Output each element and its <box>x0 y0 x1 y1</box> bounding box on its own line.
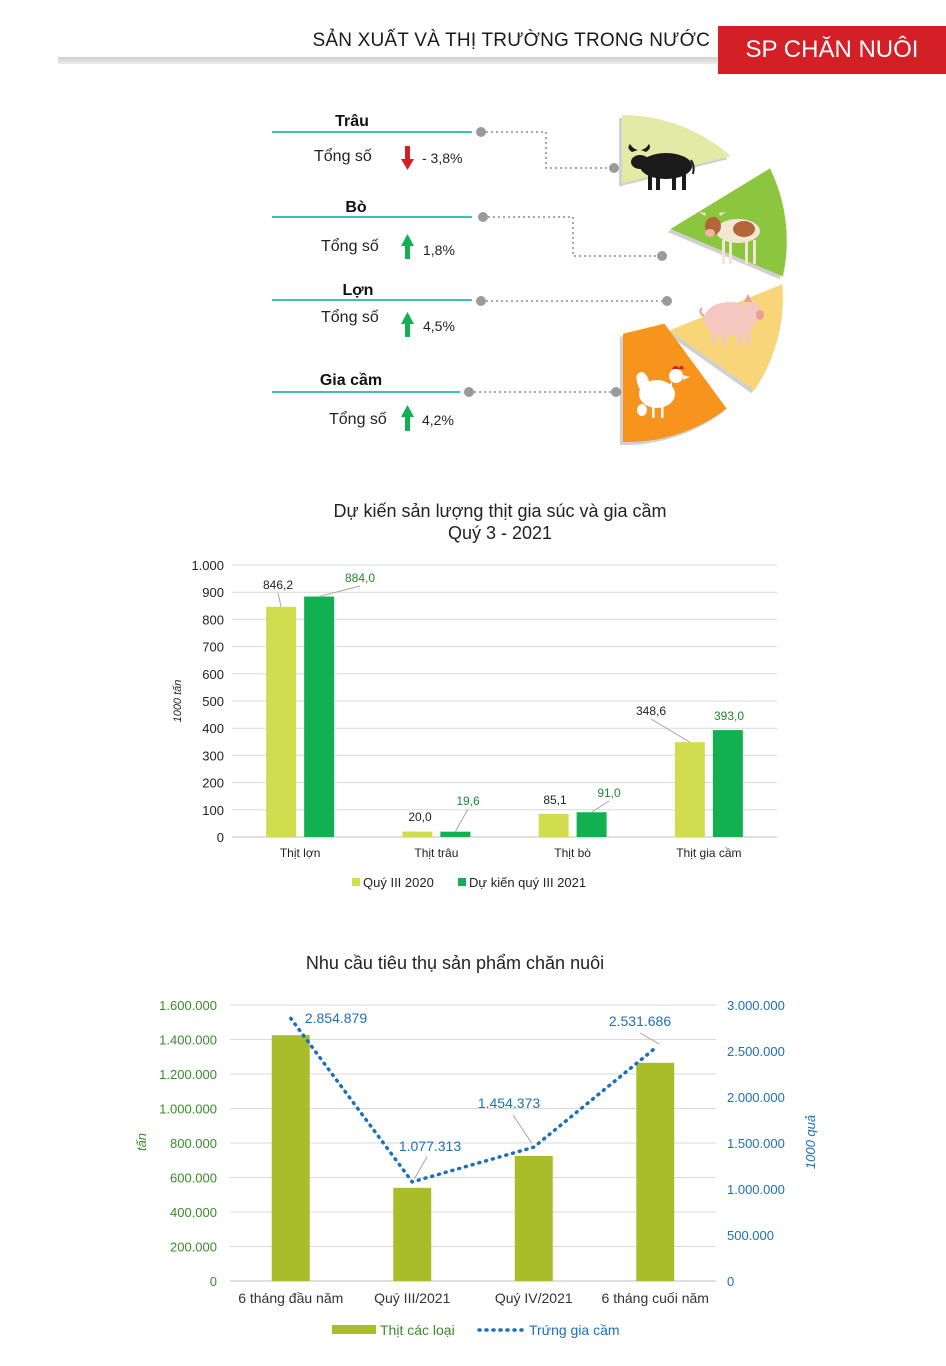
y-tick-label: 200.000 <box>170 1239 217 1255</box>
bo-connector <box>483 217 662 256</box>
x-tick-label: Quý III/2021 <box>374 1290 451 1306</box>
bar-q3-2021-forecast <box>440 832 470 837</box>
category-tag: SP CHĂN NUÔI <box>718 26 946 74</box>
x-tick-label: 6 tháng đầu năm <box>238 1290 344 1306</box>
data-label-leader <box>414 1157 427 1179</box>
data-label: 846,2 <box>262 578 294 592</box>
bo-label: Tổng số <box>321 238 379 255</box>
trau-down-arrow-icon <box>401 146 414 170</box>
lon-label: Tổng số <box>321 309 379 326</box>
y-tick-label: 400 <box>202 721 224 737</box>
data-label: 393,0 <box>713 709 745 723</box>
bo-up-arrow-icon <box>401 234 414 259</box>
y-tick-label: 800.000 <box>170 1136 217 1151</box>
lon-dot-right <box>662 296 672 306</box>
chart2-title: Nhu cầu tiêu thụ sản phẩm chăn nuôi <box>305 953 605 973</box>
bo-dot-right <box>657 251 667 261</box>
bo-value: 1,8% <box>423 242 455 258</box>
y-tick-label: 0 <box>216 830 224 845</box>
x-tick-label: Thịt lợn <box>279 846 321 860</box>
y-tick-label: 900 <box>202 585 224 601</box>
y-axis-title: 1000 tấn <box>172 679 184 723</box>
x-tick-label: 6 tháng cuối năm <box>601 1290 709 1306</box>
lon-name: Lợn <box>342 282 374 299</box>
y-tick-label: 500 <box>202 694 224 709</box>
y-tick-label: 1.000.000 <box>159 1101 217 1117</box>
egg-demand-line <box>291 1018 656 1182</box>
y-tick-label: 0 <box>209 1274 217 1289</box>
bo-name: Bò <box>345 199 367 216</box>
y-tick-label: 600.000 <box>170 1170 217 1186</box>
trau-value: - 3,8% <box>422 150 463 166</box>
y2-tick-label: 3.000.000 <box>727 998 785 1013</box>
bar-q3-2021-forecast <box>713 730 743 837</box>
section-title: SẢN XUẤT VÀ THỊ TRƯỜNG TRONG NƯỚC <box>312 30 710 51</box>
legend-swatch <box>352 878 360 886</box>
y-tick-label: 400.000 <box>170 1205 217 1220</box>
trau-name: Trâu <box>335 113 369 130</box>
y-tick-label: 1.400.000 <box>159 1032 217 1048</box>
y2-tick-label: 2.500.000 <box>727 1044 785 1059</box>
y-tick-label: 1.200.000 <box>159 1067 217 1082</box>
data-label: 2.531.686 <box>608 1013 672 1029</box>
data-label: 85,1 <box>543 793 567 807</box>
bar-meat <box>515 1156 553 1281</box>
data-label: 1.454.373 <box>477 1095 541 1111</box>
legend-label: Quý III 2020 <box>363 875 434 890</box>
trau-label: Tổng số <box>314 148 372 165</box>
gia-cam-label: Tổng số <box>329 411 387 428</box>
data-label-leader <box>278 593 281 607</box>
bo-dot-left <box>478 212 488 222</box>
legend-swatch-bar <box>332 1325 376 1334</box>
bar-q3-2020 <box>266 607 296 837</box>
trau-dot-right <box>609 163 619 173</box>
y-tick-label: 800 <box>202 612 224 628</box>
chart1-title: Dự kiến sản lượng thịt gia súc và gia cầm <box>333 501 667 521</box>
data-label-leader <box>640 1033 659 1044</box>
data-label: 1.077.313 <box>398 1138 462 1154</box>
legend-swatch <box>458 878 466 886</box>
trau-dot-left <box>476 127 486 137</box>
bar-q3-2020 <box>675 742 705 837</box>
y-tick-label: 600 <box>202 666 224 682</box>
bar-meat <box>272 1035 310 1281</box>
data-label-leader <box>513 1115 532 1143</box>
data-label-leader <box>651 719 690 742</box>
y-tick-label: 100 <box>202 802 224 818</box>
bar-q3-2020 <box>539 814 569 837</box>
y-tick-label: 1.000 <box>191 558 224 573</box>
y-tick-label: 200 <box>202 775 224 791</box>
y2-tick-label: 1.500.000 <box>727 1136 785 1151</box>
y-axis-title: tấn <box>134 1132 149 1152</box>
bar-meat <box>636 1063 674 1281</box>
y-tick-label: 700 <box>202 639 224 655</box>
meat-production-chart <box>0 550 946 900</box>
y2-tick-label: 0 <box>727 1274 735 1289</box>
lon-value: 4,5% <box>423 318 455 334</box>
legend-label: Thịt các loại <box>380 1322 455 1338</box>
bar-q3-2020 <box>402 832 432 837</box>
chart1-subtitle: Quý 3 - 2021 <box>447 523 553 543</box>
data-label: 19,6 <box>456 794 480 808</box>
gia-cam-dot-left <box>464 387 474 397</box>
bar-q3-2021-forecast <box>304 597 334 837</box>
data-label: 91,0 <box>597 786 621 800</box>
legend-label: Dự kiến quý III 2021 <box>469 875 587 890</box>
trau-connector <box>481 132 614 168</box>
gia-cam-dot-right <box>611 387 621 397</box>
data-label: 884,0 <box>344 571 376 585</box>
data-label-leader <box>455 809 468 832</box>
x-tick-label: Thịt bò <box>554 846 591 860</box>
y2-tick-label: 2.000.000 <box>727 1090 785 1105</box>
gia-cam-up-arrow-icon <box>401 405 414 431</box>
y2-axis-title: 1000 quả <box>803 1114 818 1170</box>
livestock-infographic <box>0 0 946 460</box>
data-label: 20,0 <box>408 810 432 824</box>
x-tick-label: Thịt trâu <box>414 846 459 860</box>
legend-label: Trứng gia cầm <box>529 1322 620 1338</box>
data-label: 348,6 <box>635 704 667 718</box>
bar-meat <box>393 1188 431 1281</box>
data-label-leader <box>592 801 609 812</box>
consumption-demand-chart <box>0 985 946 1355</box>
x-tick-label: Thịt gia cầm <box>676 846 742 860</box>
gia-cam-name: Gia cầm <box>319 372 383 389</box>
y-tick-label: 1.600.000 <box>159 998 217 1013</box>
bar-q3-2021-forecast <box>577 812 607 837</box>
data-label-leader <box>319 586 360 597</box>
lon-dot-left <box>476 296 486 306</box>
gia-cam-value: 4,2% <box>422 412 454 428</box>
lon-up-arrow-icon <box>401 312 414 337</box>
data-label: 2.854.879 <box>304 1010 368 1026</box>
y2-tick-label: 500.000 <box>727 1228 774 1243</box>
x-tick-label: Quý IV/2021 <box>494 1290 573 1306</box>
y2-tick-label: 1.000.000 <box>727 1182 785 1197</box>
y-tick-label: 300 <box>202 748 224 764</box>
